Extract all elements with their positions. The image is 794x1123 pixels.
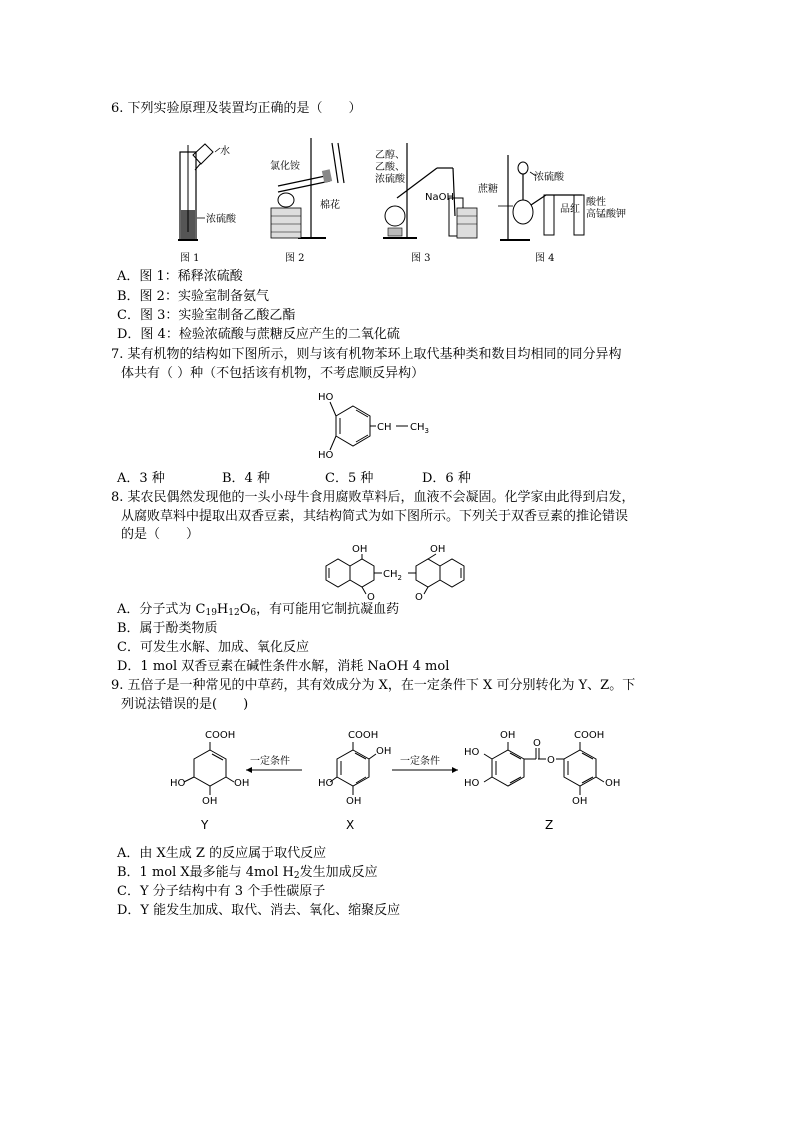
z-ester-o: O [547, 755, 555, 766]
fig4-fuchsin-label: 品红 [560, 204, 580, 215]
fig3-reagent-2: 乙酸、 [375, 162, 405, 173]
figure-1-dilution [175, 140, 255, 245]
q9-arrow-to-z [390, 752, 462, 774]
q8-oh-right: OH [430, 544, 446, 555]
q7-option-d: D．6 种 [422, 471, 471, 486]
q8-ch2-label: $CH_2$ [383, 569, 402, 582]
q9-option-d: D．Y 能发生加成、取代、消去、氧化、缩聚反应 [117, 903, 401, 918]
q6-option-c: C．图 3：实验室制备乙酸乙酯 [117, 308, 296, 323]
q8-option-c: C．可发生水解、加成、氧化反应 [117, 640, 309, 655]
x-ho: HO [318, 778, 334, 789]
fig3-caption: 图 3 [411, 253, 431, 264]
q8-stem-line2: 从腐败草料中提取出双香豆素，其结构简式为如下图所示。下列关于双香豆素的推论错误 [121, 509, 629, 524]
q7-oh-bottom: HO [318, 450, 334, 461]
fig3-reagent-3: 浓硫酸 [375, 174, 405, 185]
q7-stem-line2: 体共有（ ）种（不包括该有机物，不考虑顺反异构） [121, 366, 425, 381]
z-oh-right: OH [605, 778, 621, 789]
fig4-acid-label: 浓硫酸 [534, 172, 564, 183]
fig4-kmno4-line1: 酸性 [586, 197, 606, 208]
q8-oh-left: OH [352, 544, 368, 555]
fig4-caption: 图 4 [535, 253, 555, 264]
q8-o-right: O [415, 592, 423, 603]
y-oh-right: OH [234, 778, 250, 789]
x-oh-top: OH [376, 746, 392, 757]
z-oh-top: OH [500, 730, 516, 741]
q8-dicoumarol-structure [312, 540, 487, 602]
fig2-caption: 图 2 [285, 253, 305, 264]
q8-stem-line1: 8. 某农民偶然发现他的一头小母牛食用腐败草料后，血液不会凝固。化学家由此得到启发， [111, 490, 635, 505]
fig2-cotton-label: 棉花 [320, 200, 340, 211]
q6-option-a: A．图 1：稀释浓硫酸 [117, 269, 243, 284]
q8-o-left: O [367, 592, 375, 603]
q7-option-c: C．5 种 [325, 471, 374, 486]
q7-oh-top: HO [318, 392, 334, 403]
q8-option-a: A．分子式为 $C_{19}H_{12}O_6$，有可能用它制抗凝血药 [117, 602, 400, 618]
fig1-caption: 图 1 [180, 253, 200, 264]
q9-label-x: X [346, 818, 355, 832]
fig3-reagent-1: 乙醇、 [375, 150, 405, 161]
y-ho: HO [170, 778, 186, 789]
q6-stem: 6. 下列实验原理及装置均正确的是（ ） [111, 101, 362, 116]
q7-option-b: B．4 种 [222, 471, 270, 486]
figure-2-ammonia [268, 138, 358, 243]
q9-option-a: A．由 X生成 Z 的反应属于取代反应 [117, 846, 327, 861]
q9-label-z: Z [545, 818, 554, 832]
z-cooh: COOH [574, 730, 605, 741]
q9-option-c: C．Y 分子结构中有 3 个手性碳原子 [117, 884, 326, 899]
q7-ch3-label: $CH_3$ [410, 422, 429, 435]
q6-option-d: D．图 4：检验浓硫酸与蔗糖反应产生的二氧化硫 [117, 327, 400, 342]
q7-stem-line1: 7. 某有机物的结构如下图所示，则与该有机物苯环上取代基种类和数目均相同的同分异构 [111, 347, 622, 362]
q9-stem-line2: 列说法错误的是( ) [121, 697, 249, 712]
q9-stem-line1: 9. 五倍子是一种常见的中草药，其有效成分为 X，在一定条件下 X 可分别转化为 Y、Z。下 [111, 678, 636, 693]
q6-option-b: B．图 2：实验室制备氨气 [117, 289, 269, 304]
z-carbonyl-o: O [533, 738, 541, 749]
z-ho-bottom: HO [464, 778, 480, 789]
y-cooh: COOH [205, 730, 236, 741]
q9-arrow-to-y [244, 752, 306, 774]
fig1-acid-label: 浓硫酸 [206, 214, 236, 225]
fig4-kmno4-line2: 高锰酸钾 [586, 209, 626, 220]
q7-structure [318, 392, 448, 462]
q8-stem-line3: 的是（ ） [121, 527, 200, 542]
q8-option-b: B．属于酚类物质 [117, 621, 218, 636]
fig1-water-label: 水 [220, 146, 230, 157]
z-ho-top: HO [464, 747, 480, 758]
q7-option-a: A．3 种 [117, 471, 165, 486]
figure-3-ester [375, 138, 485, 243]
q8-option-d: D．1 mol 双香豆素在碱性条件水解，消耗 NaOH 4 mol [117, 659, 450, 674]
q9-label-y: Y [201, 818, 209, 832]
fig2-nh4cl-label: 氯化铵 [270, 161, 300, 172]
q7-ch-label: CH [377, 422, 392, 433]
arrow-z-condition: 一定条件 [400, 756, 440, 767]
y-oh-bottom: OH [202, 796, 218, 807]
x-cooh: COOH [348, 730, 379, 741]
q9-structure-z [462, 726, 637, 810]
fig3-naoh-label: NaOH [425, 192, 454, 203]
fig4-sugar-label: 蔗糖 [478, 184, 498, 195]
q9-structure-x [318, 726, 398, 810]
figure-4-so2-test [478, 150, 628, 245]
q9-option-b: B．1 mol X最多能与 4mol $H_2$发生加成反应 [117, 865, 378, 881]
arrow-y-condition: 一定条件 [250, 756, 290, 767]
x-oh-bottom: OH [346, 796, 362, 807]
z-oh-bottom: OH [572, 796, 588, 807]
